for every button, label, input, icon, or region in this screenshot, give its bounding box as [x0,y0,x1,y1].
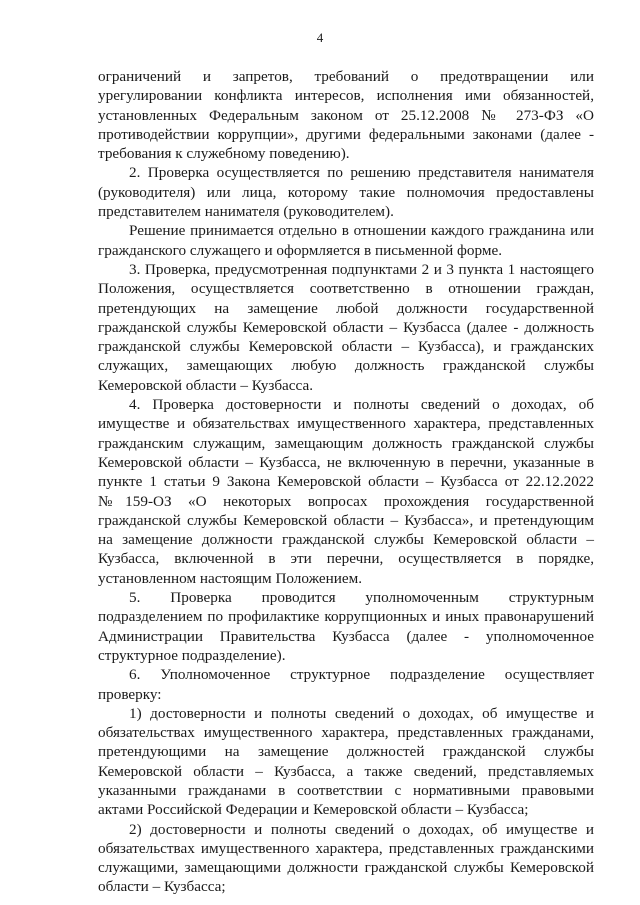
paragraph-item-3: 3. Проверка, предусмотренная подпунктами 2 и 3 пункта 1 настоящего Положения, осуществляется соответственно в отношении граждан, претендующих на замещение любой должности государственной гражданской службы Кемеровской области – Кузбасса (далее - должность гражданской службы Кемеровской области – Кузбасса), и гражданских служащих, замещающих любую должность гражданской службы Кемеровской области – Кузбасса. [98,260,594,394]
paragraph-item-2: 2. Проверка осуществляется по решению представителя нанимателя (руководителя) или лица, которому такие полномочия предоставлены представителем нанимателя (руководителем). [98,164,594,221]
document-body [98,67,594,897]
paragraph-decision: Решение принимается отдельно в отношении каждого гражданина или гражданского служащего и оформляется в письменной форме. [98,222,594,259]
paragraph-item-6-1: 1) достоверности и полноты сведений о доходах, об имуществе и обязательствах имущественного характера, представленных гражданами, претендующими на замещение должностей гражданской службы Кемеровской области – Кузбасса, а также сведений, представляемых указанными гражданами в соответствии с нормативными правовыми актами Российской Федерации и Кемеровской области – Кузбасса; [98,704,594,819]
paragraph-item-5: 5. Проверка проводится уполномоченным структурным подразделением по профилактике коррупционных и иных правонарушений Администрации Правительства Кузбасса (далее - уполномоченное структурное подразделение). [98,589,594,664]
paragraph-continuation: ограничений и запретов, требований о предотвращении или урегулировании конфликта интересов, исполнения ими обязанностей, установленных Федеральным законом от 25.12.2008 № 273-ФЗ «О противодействии коррупции», другими федеральными законами (далее - требования к служебному поведению). [98,68,594,163]
page-number: 4 [316,30,324,45]
paragraph-item-6: 6. Уполномоченное структурное подразделение осуществляет проверку: [98,666,594,703]
paragraph-item-6-2: 2) достоверности и полноты сведений о доходах, об имуществе и обязательствах имущественного характера, представленных гражданскими служащими, замещающими должности гражданской службы Кемеровской области – Кузбасса; [98,820,594,896]
paragraph-item-4: 4. Проверка достоверности и полноты сведений о доходах, об имуществе и обязательствах имущественного характера, представленных гражданским служащим, замещающим должность гражданской службы Кемеровской области – Кузбасса, не включенную в перечни, указанные в пункте 1 статьи 9 Закона Кемеровской области – Кузбасса от 22.12.2022 №159-ОЗ «О некоторых вопросах прохождения государственной гражданской службы Кемеровской области – Кузбасса», и претендующим на замещение должности гражданской службы Кемеровской области – Кузбасса, включенной в эти перечни, осуществляется в порядке, установленном настоящим Положением. [98,396,594,587]
